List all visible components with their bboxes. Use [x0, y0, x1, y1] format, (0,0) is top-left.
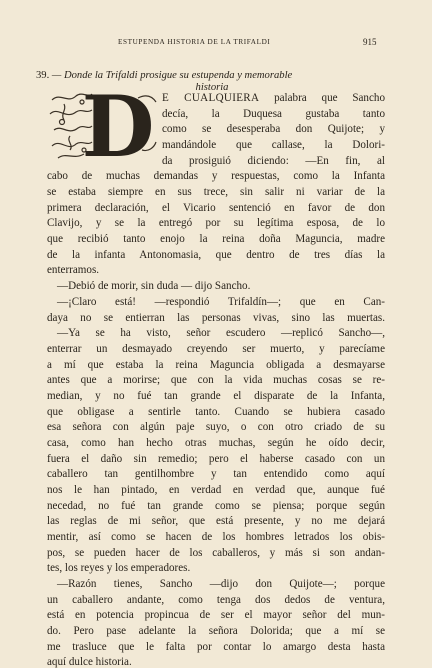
text-line: daya no se entierran las personas vivas, sino las muertas. [47, 311, 385, 324]
text-line: casa, como han hecho otras muchas, según he oído decir, [47, 436, 385, 449]
text-line: se estaba siempre en sus trece, sin salir ni variar de la [47, 186, 385, 199]
text-line: como se desesperaba don Quijote; y [162, 123, 385, 136]
text-line: da prosiguió diciendo: —En fin, al [162, 154, 385, 167]
text-line: pos, se pueden hacer de los caballeros, y más si son andan- [47, 546, 385, 559]
text-line: aquí dulce historia. [47, 656, 132, 668]
text-line: —Debió de morir, sin duda — dijo Sancho. [57, 280, 251, 293]
text-line: necedad, no fué tan grande como se piensa; porque según [47, 499, 385, 512]
running-header [0, 38, 432, 52]
text-line: primera declaración, el Vicario sentenció en favor de don [47, 201, 385, 214]
text-line: está en potencia propincua de ser el mayor señor del mun- [47, 609, 385, 622]
text-line: las reglas de mi señor, que está presente, y no me dejará [47, 515, 385, 528]
text-line: enterrar un desmayado creyendo ser muerto, y parecíame [47, 342, 385, 355]
text-line: nos le han pintado, en verdad en verdad que, aunque fué [47, 484, 385, 496]
text-line [162, 92, 385, 104]
text-line: fuera el daño sin remedio; pero el haberse casado con un [47, 452, 385, 465]
chapter-title-line2: historia [195, 82, 229, 93]
text-line: —Razón tienes, Sancho —dijo don Quijote—; porque [57, 578, 385, 591]
text-line: decía, la Duquesa gustaba tanto [162, 107, 385, 120]
text-line: a mí que estaba la reina Maguncia obligada a desmayarse [47, 358, 385, 371]
ornamental-drop-cap-icon [46, 90, 160, 164]
chapter-title-line1: — Donde la Trifaldi prosigue su estupenda y memorable [51, 70, 293, 81]
text-line: de la infanta Antonomasia, que dentro de tres días la [47, 248, 385, 261]
text-line: esa señora con algún paje suyo, o con otro criado de su [47, 421, 385, 434]
text-line: caballero tan gentilhombre y tan entendido como aquí [47, 468, 385, 481]
text-line: cabo de muchas demandas y respuestas, como la Infanta [47, 170, 385, 183]
text-line: enterramos. [47, 264, 100, 277]
text-line: —¡Claro está! —respondió Trifaldín—; que en Can- [57, 295, 385, 308]
text-line: mentir, así como se hacen de los hombres letrados los obis- [47, 531, 385, 544]
text-line: me trasluce que le falta por contar lo amargo desta hasta [47, 640, 385, 653]
text-line: que obligase a sentirle tanto. Cuando se hubiera casado [47, 405, 385, 418]
text-line: tes, los reyes y los emperadores. [47, 562, 191, 575]
small-caps-opening: E CUALQUIERA [162, 92, 260, 104]
text-line: median, y no fué tan grande el disparate de la Infanta, [47, 389, 385, 402]
text-line: do. Pero pase adelante la señora Dolorida; que a mí se [47, 625, 385, 638]
drop-cap-letter: D [81, 90, 155, 164]
text-line: mandándole que callase, la Dolori- [162, 139, 385, 152]
page-number: 915 [363, 37, 377, 47]
running-title: ESTUPENDA HISTORIA DE LA TRIFALDI [118, 38, 271, 46]
text-line: que recibió tanto enojo la reina doña Maguncia, madre [47, 233, 385, 246]
text-line: Clavijo, y se la entregó por su legítima esposa, de lo [47, 217, 385, 230]
text-line: —Ya se ha visto, señor escudero —replicó Sancho—, [57, 327, 385, 340]
text-line: un caballero andante, como tenga dos dedos de ventura, [47, 593, 385, 606]
opening-line-rest: palabra que Sancho [259, 92, 385, 104]
text-line: antes que a morirse; que con la vida muchas cosas se re- [47, 374, 385, 387]
chapter-number: 39. [36, 70, 50, 81]
